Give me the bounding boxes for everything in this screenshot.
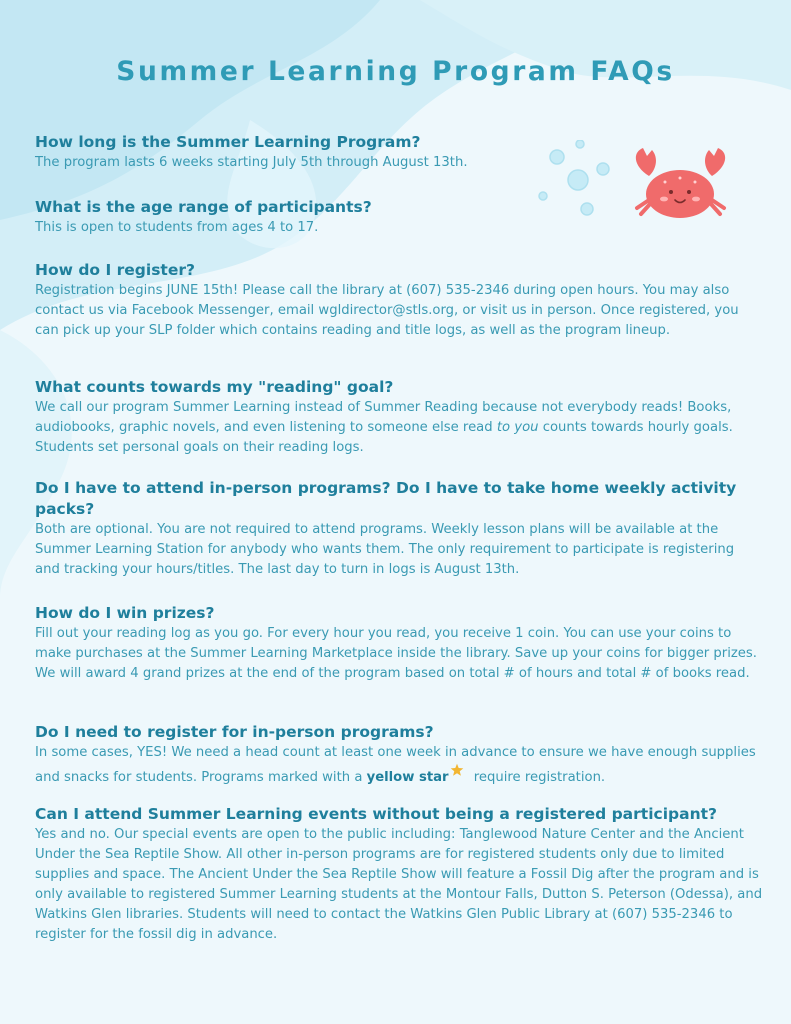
- faq-answer: Fill out your reading log as you go. For every hour you read, you receive 1 coin. You can use your coins to make purchases at the Summer Learning Marketplace inside the library. Save up your coins for bigger prizes. We will award 4 grand prizes at the end of the program based on total # of hours and total # of books read.: [35, 626, 757, 681]
- faq-question: What is the age range of participants?: [35, 198, 372, 216]
- faq-answer: Yes and no. Our special events are open to the public including: Tanglewood Nature Center and the Ancient Under the Sea Reptile Show. All other in-person programs are for registered students only due to limited supplies and space. The Ancient Under the Sea Reptile Show will feature a Fossil Dig after the program and is only available to registered Summer Learning students at the Montour Falls, Dutton S. Peterson (Odessa), and Watkins Glen libraries. Students will need to contact the Watkins Glen Public Library at (607) 535-2346 to register for the fossil dig in advance.: [35, 827, 763, 942]
- faq-item: [35, 804, 763, 945]
- faq-answer: Registration begins JUNE 15th! Please call the library at (607) 535-2346 during open hours. You may also contact us via Facebook Messenger, email wgldirector@stls.org, or visit us in person. Once registered, you can pick up your SLP folder which contains reading and title logs, as well as the program lineup.: [35, 283, 739, 338]
- faq-answer: In some cases, YES! We need a head count at least one week in advance to ensure we have enough supplies and snacks for students. Programs marked with a yellow star require registration.: [35, 745, 756, 785]
- faq-answer: Both are optional. You are not required to attend programs. Weekly lesson plans will be available at the Summer Learning Station for anybody who wants them. The only requirement to participate is registering and tracking your hours/titles. The last day to turn in logs is August 13th.: [35, 522, 735, 577]
- faq-question: Can I attend Summer Learning events without being a registered participant?: [35, 805, 717, 823]
- faq-answer: This is open to students from ages 4 to 17.: [35, 220, 319, 235]
- page-title: Summer Learning Program FAQs: [116, 56, 675, 87]
- yellow-star-label: yellow star: [366, 770, 449, 785]
- faq-question: Do I have to attend in-person programs? Do I have to take home weekly activity packs?: [35, 479, 737, 518]
- faq-item: [35, 722, 763, 788]
- faq-item: [35, 478, 763, 580]
- crab-icon: [636, 148, 725, 218]
- yellow-star-icon: [450, 763, 464, 777]
- faq-answer: The program lasts 6 weeks starting July 5th through August 13th.: [35, 155, 468, 170]
- emphasis-text: to you: [496, 420, 539, 435]
- crab-illustration: [525, 140, 755, 220]
- faq-question: How long is the Summer Learning Program?: [35, 133, 421, 151]
- faq-answer: We call our program Summer Learning instead of Summer Reading because not everybody reads! Books, audiobooks, graphic novels, and even listening to someone else read to you counts towards hourly goals. Students set personal goals on their reading logs.: [35, 400, 733, 455]
- faq-question: What counts towards my "reading" goal?: [35, 378, 394, 396]
- faq-question: How do I register?: [35, 261, 195, 279]
- bubbles-icon: [539, 140, 609, 215]
- faq-item: [35, 377, 763, 458]
- faq-question: How do I win prizes?: [35, 604, 215, 622]
- faq-item: [35, 260, 763, 341]
- faq-item: [35, 603, 763, 684]
- faq-question: Do I need to register for in-person programs?: [35, 723, 434, 741]
